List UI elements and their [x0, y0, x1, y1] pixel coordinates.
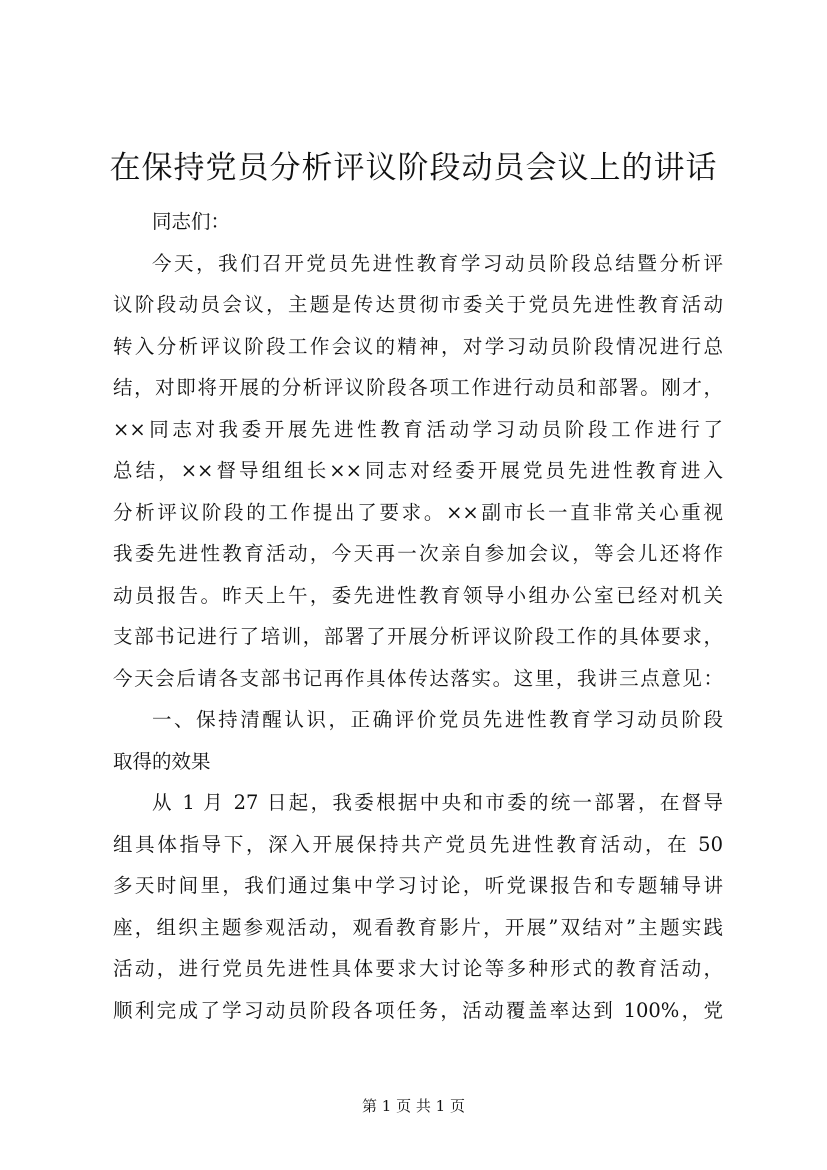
text-line: 同志们： [152, 210, 231, 233]
document-title: 在保持党员分析评议阶段动员会议上的讲话 [109, 150, 718, 186]
text-line: 活动，进行党员先进性具体要求大讨论等多种形式的教育活动， [113, 957, 723, 980]
text-line: 组具体指导下，深入开展保持共产党员先进性教育活动，在 50 [113, 832, 723, 856]
document-body [113, 201, 723, 1031]
text-line: 一、保持清醒认识，正确评价党员先进性教育学习动员阶段 [152, 708, 723, 731]
text-line: 总结，××督导组组长××同志对经委开展党员先进性教育进入 [113, 459, 723, 482]
text-line: 座，组织主题参观活动，观看教育影片，开展”双结对”主题实践 [113, 915, 723, 939]
text-line: 取得的效果 [113, 749, 211, 773]
text-line: ××同志对我委开展先进性教育活动学习动员阶段工作进行了 [113, 417, 723, 441]
text-line: 从 1 月 27 日起，我委根据中央和市委的统一部署，在督导 [152, 791, 723, 814]
text-line: 支部书记进行了培训，部署了开展分析评议阶段工作的具体要求， [113, 625, 723, 648]
text-line: 今天会后请各支部书记再作具体传达落实。这里，我讲三点意见： [113, 666, 723, 690]
text-line: 我委先进性教育活动，今天再一次亲自参加会议，等会儿还将作 [113, 542, 723, 565]
text-line: 议阶段动员会议，主题是传达贯彻市委关于党员先进性教育活动 [113, 293, 723, 316]
text-line: 动员报告。昨天上午，委先进性教育领导小组办公室已经对机关 [113, 583, 723, 607]
text-line: 今天，我们召开党员先进性教育学习动员阶段总结暨分析评 [152, 251, 723, 275]
text-line: 顺利完成了学习动员阶段各项任务，活动覆盖率达到 100%，党 [113, 998, 723, 1022]
text-line: 分析评议阶段的工作提出了要求。××副市长一直非常关心重视 [113, 500, 723, 524]
page-footer: 第 1 页 共 1 页 [362, 1097, 465, 1115]
text-line: 转入分析评议阶段工作会议的精神，对学习动员阶段情况进行总 [113, 334, 723, 358]
text-line: 多天时间里，我们通过集中学习讨论，听党课报告和专题辅导讲 [113, 874, 723, 897]
text-line: 结，对即将开展的分析评议阶段各项工作进行动员和部署。刚才， [113, 376, 723, 399]
